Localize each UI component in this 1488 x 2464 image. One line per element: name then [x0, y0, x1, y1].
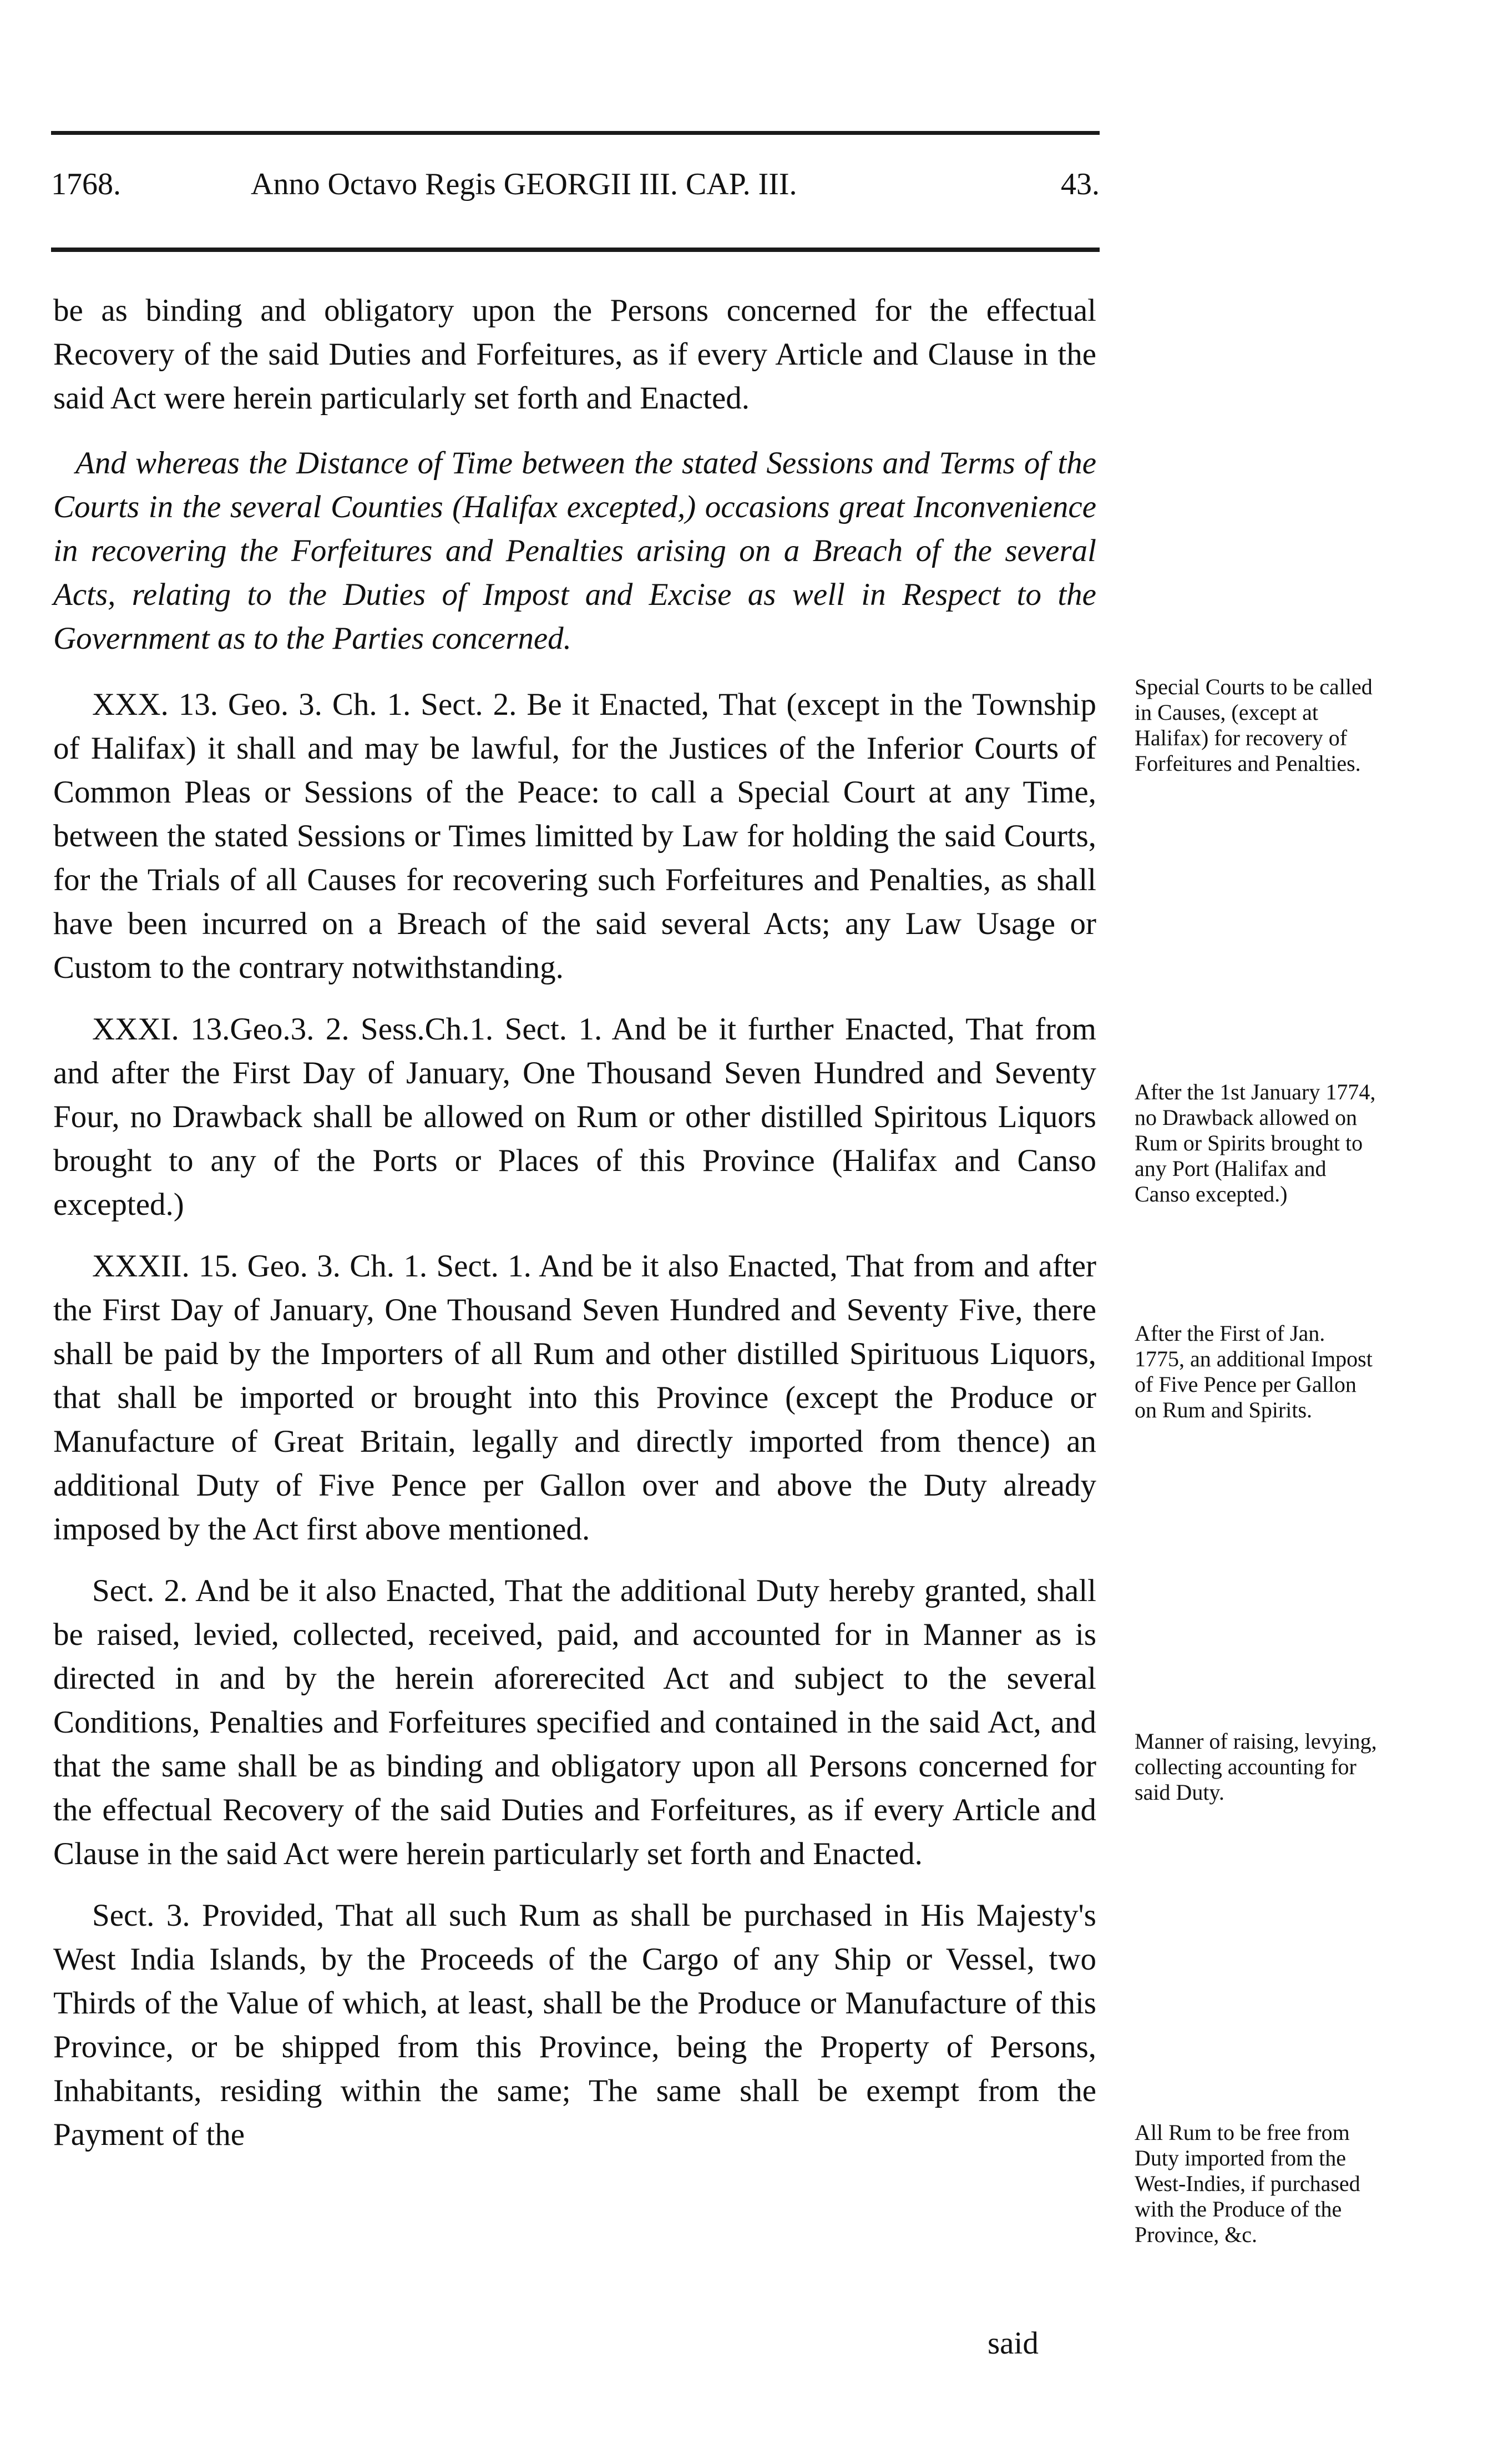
- margin-note-special-courts: Special Courts to be called in Causes, (except at Halifax) for recovery of Forfeitures and Penalties.: [1135, 674, 1373, 776]
- main-text: [53, 289, 1096, 2167]
- section-xxxi: XXXI. 13.Geo.3. 2. Sess.Ch.1. Sect. 1. And be it further Enacted, That from and after the First Day of January, One Thousand Seven Hundred and Seventy Four, no Drawback shall be allowed on Rum or other distilled Spiritous Liquors brought to any of the Ports or Places of this Province (Halifax and Canso excepted.): [53, 1012, 1096, 1222]
- header-rule: [51, 248, 1100, 252]
- header-year: 1768.: [51, 167, 121, 201]
- running-header: [51, 166, 1100, 216]
- margin-note-additional-impost: After the First of Jan. 1775, an additional Impost of Five Pence per Gallon on Rum and Spirits.: [1135, 1321, 1373, 1422]
- section-xxxii: XXXII. 15. Geo. 3. Ch. 1. Sect. 1. And be it also Enacted, That from and after the First Day of January, One Thousand Seven Hundred and Seventy Five, there shall be paid by the Importers of all Rum and other distilled Spirituous Liquors, that shall be imported or brought into this Province (except the Produce or Manufacture of Great Britain, legally and directly imported from thence) an additional Duty of Five Pence per Gallon over and above the Duty already imposed by the Act first above mentioned.: [53, 1249, 1096, 1547]
- top-rule: [51, 131, 1100, 135]
- section-xxx: XXX. 13. Geo. 3. Ch. 1. Sect. 2. Be it Enacted, That (except in the Township of Halifax) it shall and may be lawful, for the Justices of the Inferior Courts of Common Pleas or Sessions of the Peace: to call a Special Court at any Time, between the stated Sessions or Times limitted by Law for holding the said Courts, for the Trials of all Causes for recovering such Forfeitures and Penalties, as shall have been incurred on a Breach of the said several Acts; any Law Usage or Custom to the contrary notwithstanding.: [53, 687, 1096, 985]
- section-xxxii-sect-3: Sect. 3. Provided, That all such Rum as shall be purchased in His Majesty's West India Islands, by the Proceeds of the Cargo of any Ship or Vessel, two Thirds of the Value of which, at least, shall be the Produce or Manufacture of this Province, or be shipped from this Province, being the Property of Persons, Inhabitants, residing within the same; The same shall be exempt from the Payment of the: [53, 1898, 1096, 2152]
- section-xxxii-sect-2: Sect. 2. And be it also Enacted, That the additional Duty hereby granted, shall be raised, levied, collected, received, paid, and accounted for in Manner as is directed in and by the herein aforerecited Act and subject to the several Conditions, Penalties and Forfeitures specified and contained in the said Act, and that the same shall be as binding and obligatory upon all Persons concerned for the effectual Recovery of the said Duties and Forfeitures, as if every Article and Clause in the said Act were herein particularly set forth and Enacted.: [53, 1573, 1096, 1871]
- header-title: Anno Octavo Regis GEORGII III. CAP. III.: [251, 167, 797, 201]
- preamble-paragraph: And whereas the Distance of Time between the stated Sessions and Terms of the Courts in the several Counties (Halifax excepted,) occasions great Inconvenience in recovering the Forfeitures and Penalties arising on a Breach of the several Acts, relating to the Duties of Impost and Excise as well in Respect to the Government as to the Parties concerned.: [53, 446, 1096, 656]
- margin-note-drawback: After the 1st January 1774, no Drawback allowed on Rum or Spirits brought to any Port (Halifax and Canso excepted.): [1135, 1079, 1376, 1206]
- margin-note-rum-free: All Rum to be free from Duty imported from the West-Indies, if purchased with the Produce of the Province, &c.: [1135, 2120, 1360, 2247]
- continuation-paragraph: be as binding and obligatory upon the Persons concerned for the effectual Recovery of the said Duties and Forfeitures, as if every Article and Clause in the said Act were herein particularly set forth and Enacted.: [53, 293, 1096, 416]
- page-number: 43.: [1061, 167, 1100, 201]
- catchword: said: [988, 2326, 1039, 2361]
- margin-note-manner-of-raising: Manner of raising, levying, collecting accounting for said Duty.: [1135, 1729, 1377, 1805]
